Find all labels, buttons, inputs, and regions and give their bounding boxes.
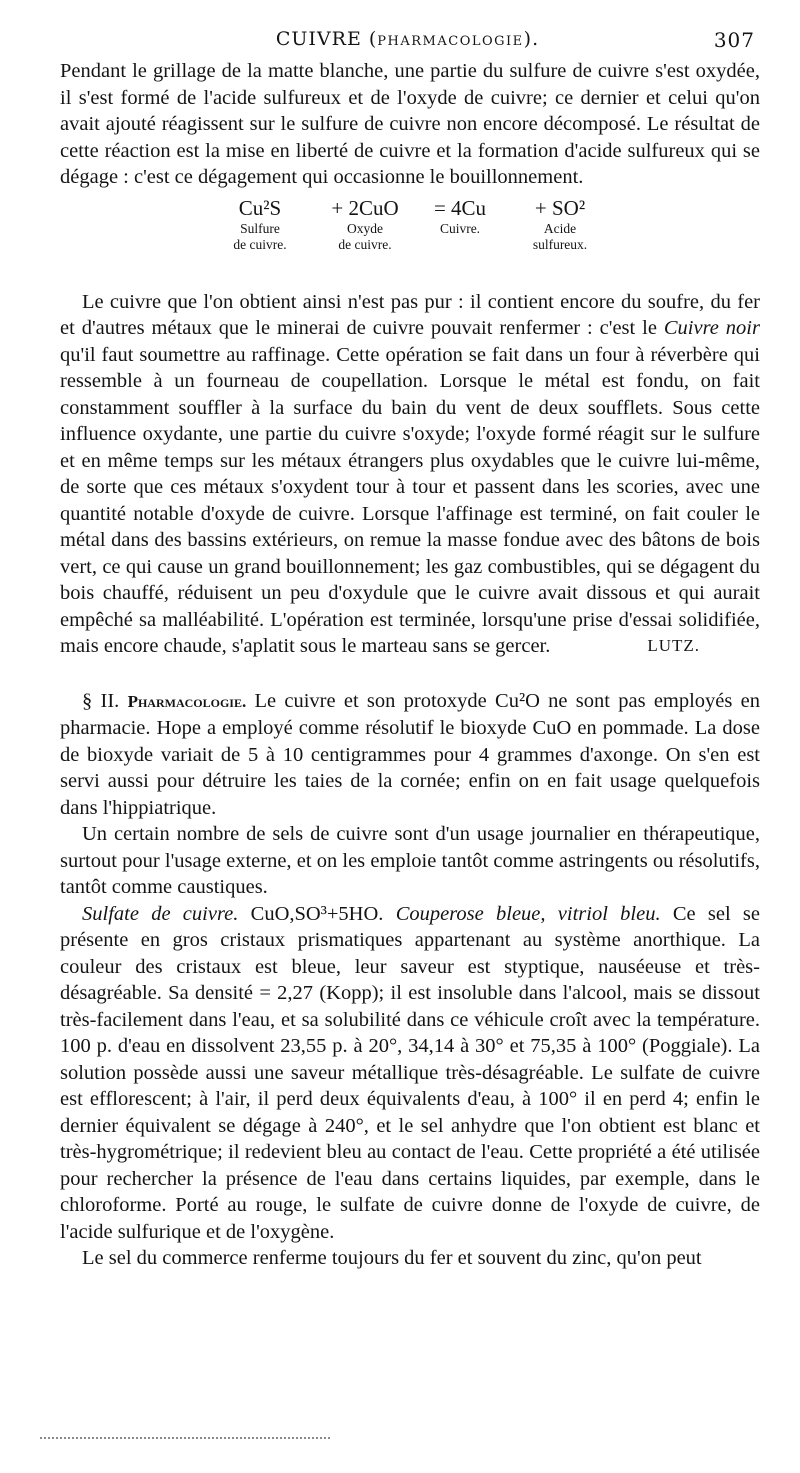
paragraph-commerce: Le sel du commerce renferme toujours du fer et souvent du zinc, qu'on peut xyxy=(82,1247,702,1269)
italic-heading: Sulfate de cuivre. xyxy=(82,902,239,925)
equation-labels xyxy=(60,221,760,253)
running-header xyxy=(60,28,755,54)
paragraph-grillage: Pendant le grillage de la matte blanche, une partie du sulfure de cuivre s'est oxydée, il s'est formé de l'acide sulfureux et de l'oxyde de cuivre; ce dernier et celui qu'on avait ajouté réagissent sur le sulfure de cuivre non encore décomposé. Le résultat de cette réaction est la mise en liberté de cuivre et la formation d'acide sulfureux qui se dégage : c'est ce dégagement qui occasionne le bouillonnement. xyxy=(60,60,760,188)
equation-label: Sulfure de cuivre. xyxy=(233,220,287,252)
running-title xyxy=(60,28,755,50)
paragraph-sulfate: Sulfate de cuivre. CuO,SO³+5HO. Couperose bleue, vitriol bleu. Ce sel se présente en gros cristaux prismatiques appartenant au système anorthique. La couleur des cristaux est bleue, leur saveur est styptique, nauséeuse et très-désagréable. Sa densité = 2,27 (Kopp); il est insoluble dans l'alcool, mais se dissout très-facilement dans l'eau, et sa solubilité dans ce véhicule croît avec la température. 100 p. d'eau en dissolvent 23,55 p. à 20°, 34,14 à 30° et 75,35 à 100° (Poggiale). La solution possède aussi une saveur métallique très-désagréable. Le sulfate de cuivre est efflorescent; à l'air, il perd deux équivalents d'eau, à 100° il en perd 4; enfin le dernier équivalent se dégage à 240°, et le sel anhydre que l'on obtient est blanc et très-hygrométrique; il redevient bleu au contact de l'eau. Cette propriété a été utilisée pour rechercher la présence de l'eau dans certains liquides, par exemple, dans le chloroforme. Porté au rouge, le sulfate de cuivre donne de l'oxyde de cuivre, de l'acide sulfurique et de l'oxygène. xyxy=(60,902,761,1243)
italic-term: Cuivre noir xyxy=(663,317,760,339)
title-main: CUIVRE ( xyxy=(275,28,378,50)
italic-synonyms: Couperose bleue, vitriol bleu. xyxy=(395,902,661,925)
title-end: ). xyxy=(523,28,540,50)
paragraph-sels: Un certain nombre de sels de cuivre sont d'un usage journalier en thérapeutique, surtout pour l'usage externe, et on les emploie tantôt comme astringents ou résolutifs, tantôt comme caustiques. xyxy=(60,823,760,898)
page-body xyxy=(60,58,760,1272)
spacer xyxy=(60,660,760,688)
page-number: 307 xyxy=(713,28,755,52)
footer-dotted-rule xyxy=(40,1437,330,1439)
author-signature: LUTZ. xyxy=(647,636,700,655)
chemical-equation xyxy=(60,195,760,221)
section-pharmacologie: § II. Pharmacologie. Le cuivre et son protoxyde Cu²O ne sont pas employés en pharmacie. Hope a employé comme résolutif le bioxyde CuO en pommade. La dose de bioxyde variait de 5 à 10 centigrammes pour 4 grammes d'axonge. On s'en est servi aussi pour détruire les taies de la cornée; enfin on en fait usage quelquefois dans l'hippiatrique. xyxy=(60,689,760,819)
section-title: Pharmacologie. xyxy=(127,691,247,711)
equation-label: Acide sulfureux. xyxy=(532,220,588,252)
equation-label: Cuivre. xyxy=(439,220,481,236)
section-number: § II. xyxy=(82,689,120,712)
paragraph-raffinage: Le cuivre que l'on obtient ainsi n'est pas pur : il contient encore du soufre, du fer et d'autres métaux que le minerai de cuivre pouvait renfermer : c'est le Cuivre noir qu'il faut soumettre au raffinage. Cette opération se fait dans un four à réverbère qui ressemble à un fourneau de coupellation. Lorsque le métal est fondu, on fait constamment souffler à la surface du bain du vent de deux soufflets. Sous cette influence oxydante, une partie du cuivre s'oxyde; l'oxyde formé réagit sur le sulfure et en même temps sur les métaux étrangers plus oxydables que le cuivre lui-même, de sorte que ces métaux s'oxydent tour à tour et passent dans les scories, avec une quantité notable d'oxyde de cuivre. Lorsque l'affinage est terminé, on fait couler le métal dans des bassins extérieurs, on remue la masse fondue avec des bâtons de bois vert, ce qui cause un grand bouillonnement; les gaz combustibles, qui se dégagent du bois chauffé, réduisent un peu d'oxydule que le cuivre avait dissous et qui aurait empêché sa malléabilité. L'opération est terminée, lorsqu'une prise d'essai solidifiée, mais encore chaude, s'aplatit sous le marteau sans se gercer. LUTZ. xyxy=(60,289,760,660)
equation-term: = 4Cu xyxy=(433,195,487,220)
equation-term: + SO² xyxy=(534,195,586,220)
equation-term: + 2CuO xyxy=(331,195,399,220)
equation-label: Oxyde de cuivre. xyxy=(338,220,392,252)
equation-term: Cu²S xyxy=(238,195,282,220)
title-sub: PHARMACOLOGIE xyxy=(377,34,524,49)
